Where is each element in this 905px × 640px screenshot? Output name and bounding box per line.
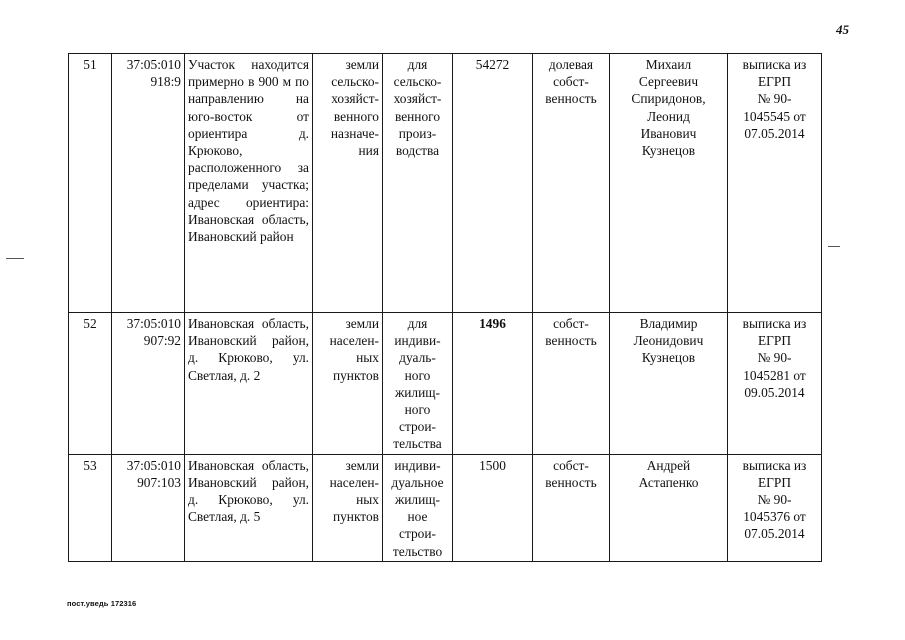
table-row [69,313,822,455]
area-value: 1500 [453,454,533,561]
footer-note: пост.уведь 172316 [67,599,137,608]
right-type: собст- венность [533,313,610,455]
scan-artifact-right [828,246,840,247]
page-number: 45 [836,22,849,37]
right-type: собст- венность [533,454,610,561]
cadastral-number: 37:05:010 918:9 [112,54,185,313]
location-description: Ивановская область, Ивановский район, д. Крюково, ул. Светлая, д. 5 [185,454,313,561]
land-registry-table [68,53,822,562]
owner-name: Владимир Леонидович Кузнецов [610,313,728,455]
row-number: 52 [69,313,112,455]
owner-name: Андрей Астапенко [610,454,728,561]
land-category: земли сельско- хозяйст- венного назначе- ния [313,54,383,313]
cadastral-number: 37:05:010 907:92 [112,313,185,455]
permitted-use: для сельско- хозяйст- венного произ- водства [383,54,453,313]
land-category: земли населен- ных пунктов [313,313,383,455]
table-row [69,54,822,313]
table-row [69,454,822,561]
location-description: Участок находится примерно в 900 м по направлению на юго-восток от ориентира д. Крюково, расположенного за пределами участка; адрес ориентира: Ивановская область, Ивановский район [185,54,313,313]
owner-name: Михаил Сергеевич Спиридонов, Леонид Иванович Кузнецов [610,54,728,313]
cadastral-number: 37:05:010 907:103 [112,454,185,561]
document-reference: выписка из ЕГРП № 90- 1045281 от 09.05.2014 [728,313,822,455]
area-value: 1496 [453,313,533,455]
permitted-use: индиви- дуальное жилищ- ное строи- тельство [383,454,453,561]
document-reference: выписка из ЕГРП № 90- 1045376 от 07.05.2014 [728,454,822,561]
scan-artifact-left [6,258,24,259]
document-reference: выписка из ЕГРП № 90- 1045545 от 07.05.2014 [728,54,822,313]
row-number: 51 [69,54,112,313]
land-category: земли населен- ных пунктов [313,454,383,561]
location-description: Ивановская область, Ивановский район, д. Крюково, ул. Светлая, д. 2 [185,313,313,455]
permitted-use: для индиви- дуаль- ного жилищ- ного строи- тельства [383,313,453,455]
row-number: 53 [69,454,112,561]
right-type: долевая собст- венность [533,54,610,313]
area-value: 54272 [453,54,533,313]
